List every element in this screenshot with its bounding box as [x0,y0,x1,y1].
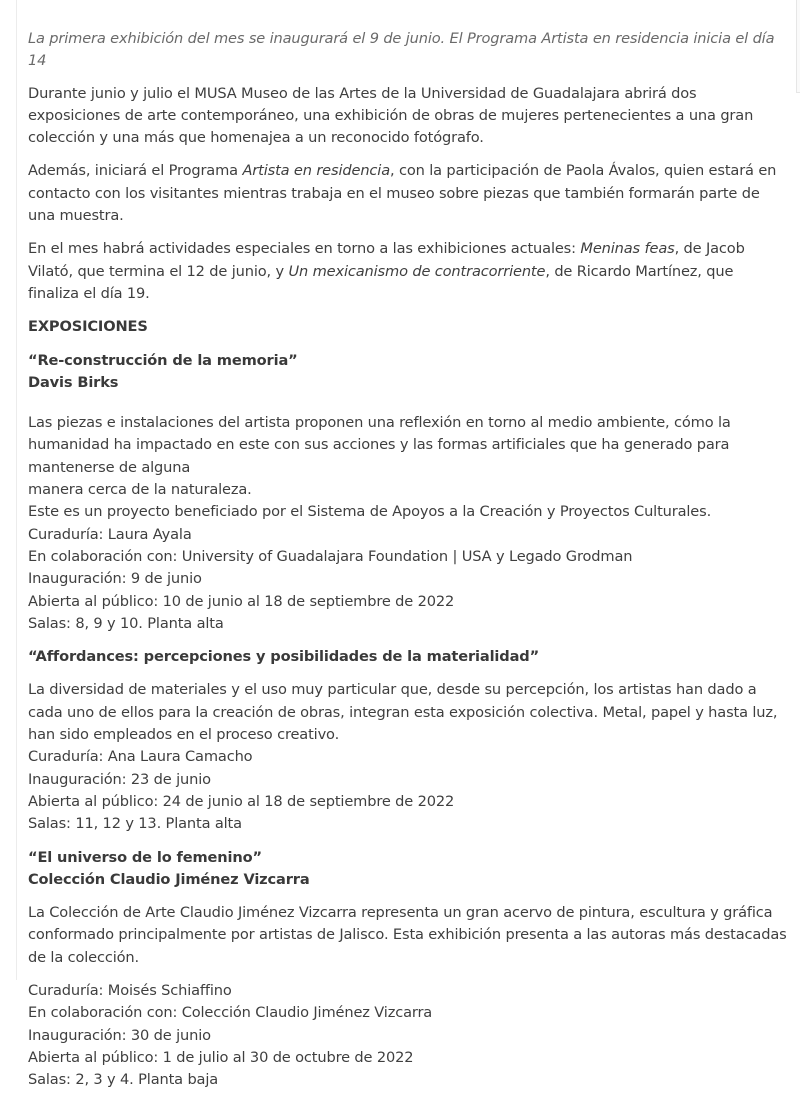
exhibition-description: La Colección de Arte Claudio Jiménez Vizcarra representa un gran acervo de pintura, escultura y gráfica conformado principalmente por artistas de Jalisco. Esta exhibición presenta a las autoras más destacadas de la colección. [28,904,787,966]
exhibition-title: “Affordances: percepciones y posibilidades de la materialidad” [28,648,540,666]
exhibition-affordances [28,646,788,835]
article-lede: La primera exhibición del mes se inaugurará el 9 de junio. El Programa Artista en residencia inicia el día 14 [28,30,775,70]
rooms: Salas: 8, 9 y 10. Planta alta [28,614,224,632]
collaboration: En colaboración con: University of Guadalajara Foundation | USA y Legado Grodman [28,547,633,565]
exhibition-reconstruccion [28,350,788,636]
curator: Curaduría: Laura Ayala [28,525,192,543]
residency-paragraph [28,160,788,227]
exhibition-heading [28,847,788,892]
collaboration: En colaboración con: Colección Claudio Jiménez Vizcarra [28,1004,433,1022]
exhibition-heading [28,350,788,395]
public-dates: Abierta al público: 24 de junio al 18 de septiembre de 2022 [28,792,455,810]
exhibition-title: “Re-construcción de la memoria” [28,351,298,369]
program-name: Artista en residencia [242,162,390,180]
article-body [28,28,788,1102]
exhibition-collection: Colección Claudio Jiménez Vizcarra [28,870,310,888]
section-heading: EXPOSICIONES [28,318,148,336]
exhibition-artist: Davis Birks [28,373,119,391]
description: La diversidad de materiales y el uso muy particular que, desde su percepción, los artistas han dado a cada uno de ellos para la creación de obras, integran esta exposición colectiva. Metal, papel y hasta luz, han sido empleados en el proceso creativo. [28,681,778,744]
rooms: Salas: 11, 12 y 13. Planta alta [28,815,242,833]
text-run: , de Ricardo Martínez, que finaliza el día 19. [28,262,734,302]
exhibition-body [28,679,788,835]
exhibition-name: Un mexicanismo de contracorriente [288,262,546,280]
intro-paragraph: Durante junio y julio el MUSA Museo de las Artes de la Universidad de Guadalajara abrirá dos exposiciones de arte contemporáneo, una exhibición de obras de mujeres pertenecientes a una gran colección y una más que homenajea a un reconocido fotógrafo. [28,84,754,147]
text-run: Además, iniciará el Programa [28,162,243,180]
content-left-border [16,0,17,980]
text-run: , con la participación de Paola Ávalos, quien estará en contacto con los visitantes mientras trabaja en el museo sobre piezas que también formarán parte de una muestra. [28,162,777,225]
exhibition-body [28,412,788,635]
description-line: Este es un proyecto beneficiado por el Sistema de Apoyos a la Creación y Proyectos Culturales. [28,503,712,521]
exhibition-title: “El universo de lo femenino” [28,848,262,866]
opening-date: Inauguración: 9 de junio [28,570,202,588]
public-dates: Abierta al público: 1 de julio al 30 de octubre de 2022 [28,1048,414,1066]
public-dates: Abierta al público: 10 de junio al 18 de septiembre de 2022 [28,592,455,610]
text-run: , de Jacob Vilató, que termina el 12 de junio, y [28,240,745,280]
rooms: Salas: 2, 3 y 4. Planta baja [28,1071,219,1089]
description-line: manera cerca de la naturaleza. [28,481,252,499]
exhibition-name: Meninas feas [580,240,675,258]
curator: Curaduría: Moisés Schiaffino [28,981,232,999]
exhibition-details [28,980,788,1091]
sidebar-edge [796,0,800,93]
opening-date: Inauguración: 30 de junio [28,1026,211,1044]
curator: Curaduría: Ana Laura Camacho [28,748,253,766]
activities-paragraph [28,238,788,305]
opening-date: Inauguración: 23 de junio [28,770,211,788]
text-run: En el mes habrá actividades especiales en torno a las exhibiciones actuales: [28,240,581,258]
description-line: Las piezas e instalaciones del artista proponen una reflexión en torno al medio ambiente, cómo la humanidad ha impactado en este con sus acciones y las formas artificiales que ha generado para mantenerse de alguna [28,414,731,476]
exhibition-universo-femenino [28,847,788,1092]
